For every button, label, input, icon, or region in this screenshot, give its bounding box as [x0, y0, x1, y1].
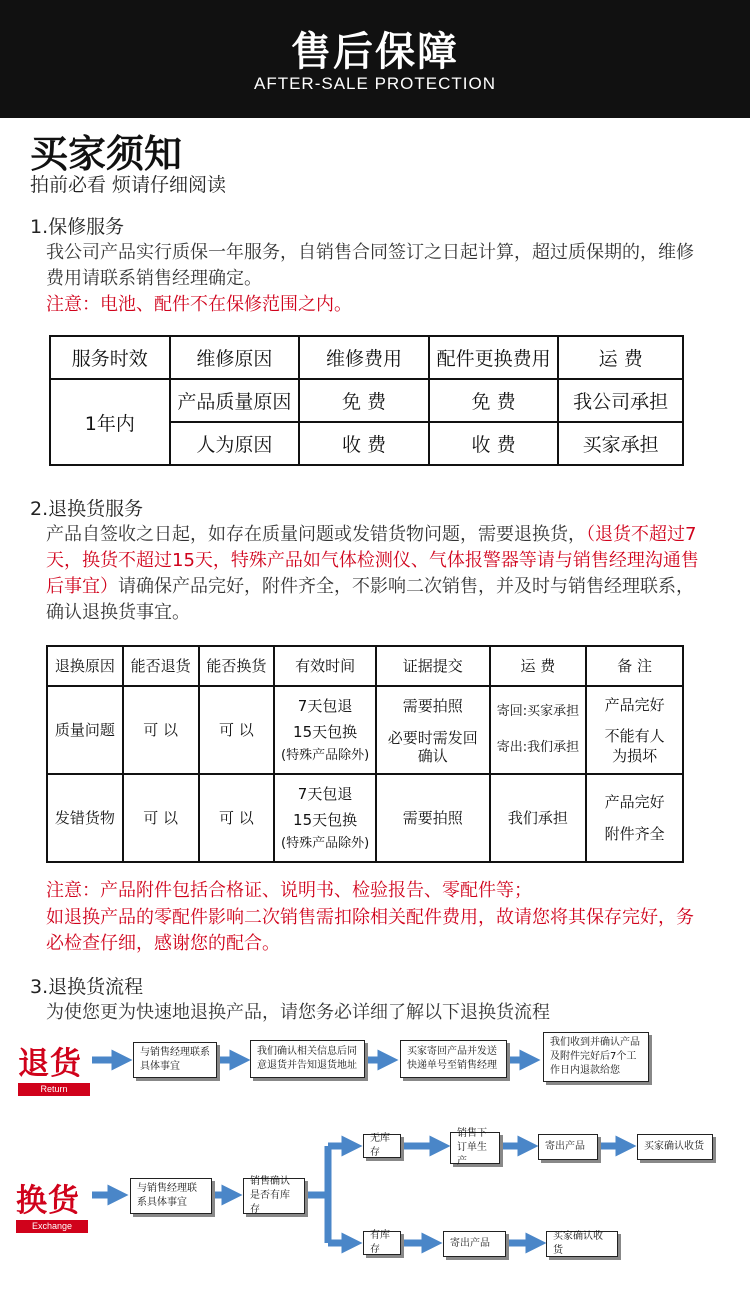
- table-cell: 免 费: [299, 379, 429, 422]
- evidence-line: 需要拍照: [402, 697, 463, 715]
- evidence-line: 必要时需发回确认: [387, 729, 478, 765]
- note-line: 产品完好: [604, 793, 665, 811]
- table-header: 维修原因: [170, 336, 300, 379]
- table-cell: 需要拍照: [376, 774, 490, 862]
- exchange-label: [16, 1175, 88, 1233]
- flow-step: 我们确认相关信息后同意退货并告知退货地址: [250, 1040, 365, 1078]
- flow-step: 买家寄回产品并发送快递单号至销售经理: [400, 1040, 507, 1078]
- section2-text-b: 请确保产品完好，附件齐全，不影响二次销售，并及时与销售经理联系，确认退换货事宜。: [46, 576, 694, 623]
- table-cell: 可 以: [123, 686, 199, 774]
- ship-line: 寄出:我们承担: [496, 740, 580, 755]
- section3-title: 3.退换货流程: [30, 976, 144, 998]
- ship-line: 寄回:买家承担: [496, 704, 580, 719]
- table-cell: 买家承担: [558, 422, 683, 465]
- table-header: 退换原因: [47, 646, 123, 686]
- flow-step: 买家确认收货: [546, 1231, 618, 1257]
- time-line: 15天包换: [293, 811, 358, 829]
- note-line: 附件齐全: [604, 825, 665, 843]
- table-header: 维修费用: [299, 336, 429, 379]
- time-line: 15天包换: [293, 723, 358, 741]
- table-header: 服务时效: [50, 336, 170, 379]
- section1-title: 1.保修服务: [30, 216, 125, 238]
- flow-step: 寄出产品: [538, 1134, 598, 1160]
- banner-subtitle: AFTER-SALE PROTECTION: [253, 74, 497, 93]
- table-cell: 收 费: [299, 422, 429, 465]
- section1-note: 注意：电池、配件不在保修范围之内。: [46, 294, 352, 315]
- table-cell: 发错货物: [47, 774, 123, 862]
- table-header: 能否换货: [199, 646, 275, 686]
- flow-step: 买家确认收货: [637, 1134, 713, 1160]
- flow-step: 无库存: [363, 1134, 401, 1158]
- table-cell: 1年内: [50, 379, 170, 465]
- table-cell: 我公司承担: [558, 379, 683, 422]
- section2-note2: 如退换产品的零配件影响二次销售需扣除相关配件费用，故请您将其保存完好，务必检查仔细，感谢您的配合。: [46, 907, 694, 954]
- table-cell: 产品质量原因: [170, 379, 300, 422]
- table-cell: 免 费: [429, 379, 559, 422]
- flow-step: 与销售经理联系具体事宜: [133, 1042, 217, 1078]
- table-header: 证据提交: [376, 646, 490, 686]
- note-line: 不能有人为损坏: [604, 727, 665, 765]
- table-cell: 可 以: [123, 774, 199, 862]
- flow-step: 有库存: [363, 1231, 401, 1255]
- exchange-label-text: 换货: [16, 1183, 80, 1219]
- return-ribbon: Return: [18, 1083, 90, 1096]
- return-label: [18, 1038, 90, 1096]
- table-cell: 质量问题: [47, 686, 123, 774]
- table-cell: 可 以: [199, 774, 275, 862]
- note-line: 产品完好: [604, 696, 665, 714]
- table-header: 有效时间: [274, 646, 376, 686]
- table-cell: 人为原因: [170, 422, 300, 465]
- section3-text: 为使您更为快速地退换产品，请您务必详细了解以下退换货流程: [46, 1002, 550, 1023]
- page-title: 买家须知: [30, 132, 183, 176]
- time-line: (特殊产品除外): [281, 836, 370, 851]
- section2-text-red: （退货不超过7天，换货不超过15天，特殊产品如气体检测仪、气体报警器等请与销售经理沟通售后事宜）: [46, 524, 699, 597]
- table-header: 运 费: [490, 646, 587, 686]
- table-cell: 我们承担: [490, 774, 587, 862]
- flow-step: 销售确认是否有库存: [243, 1178, 305, 1214]
- flow-step: 寄出产品: [443, 1231, 506, 1257]
- time-line: 7天包退: [297, 697, 353, 715]
- page-subtitle: 拍前必看 烦请仔细阅读: [30, 174, 227, 196]
- section2-note1: 注意：产品附件包括合格证、说明书、检验报告、零配件等；: [46, 880, 532, 901]
- table-header: 运 费: [558, 336, 683, 379]
- table-header: 配件更换费用: [429, 336, 559, 379]
- flow-step: 与销售经理联系具体事宜: [130, 1178, 212, 1214]
- table-cell: 可 以: [199, 686, 275, 774]
- return-label-text: 退货: [18, 1046, 82, 1082]
- section2-text-a: 产品自签收之日起，如存在质量问题或发错货物问题，需要退换货，: [46, 524, 586, 545]
- table-cell: 收 费: [429, 422, 559, 465]
- time-line: 7天包退: [297, 785, 353, 803]
- time-line: (特殊产品除外): [281, 748, 370, 763]
- banner-title: 售后保障: [291, 29, 459, 75]
- table-header: 能否退货: [123, 646, 199, 686]
- flow-step: 销售下订单生产: [450, 1132, 500, 1164]
- table-header: 备 注: [586, 646, 683, 686]
- section2-title: 2.退换货服务: [30, 498, 144, 520]
- flow-step: 我们收到并确认产品及附件完好后7个工作日内退款给您: [543, 1032, 649, 1082]
- section1-text: 我公司产品实行质保一年服务，自销售合同签订之日起计算，超过质保期的，维修费用请联系销售经理确定。: [46, 242, 694, 289]
- exchange-ribbon: Exchange: [16, 1220, 88, 1233]
